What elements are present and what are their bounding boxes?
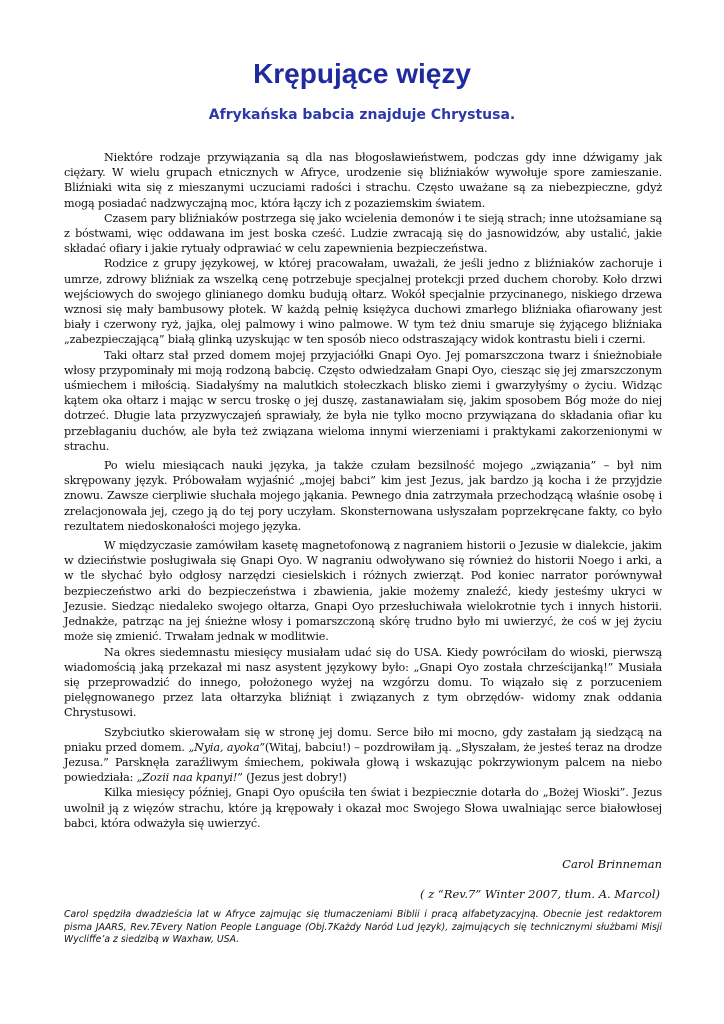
paragraph-7: Na okres siedemnastu miesięcy musiałam udać się do USA. Kiedy powróciłam do wioski, pierwszą wiadomością jaką przekazał mi nasz asystent językowy było: „Gnapi Oyo została chrześcijanką!” Musiała się przeprowadzić do innego, położonego wyżej na wzgórzu domu. To wiązało się z porzuceniem pielęgnowanego przez lata ołtarzyka bliźniąt i związanych z tym obrzędów- widomy znak oddania Chrystusowi.: [64, 645, 662, 720]
article-title: Krępujące więzy: [253, 58, 471, 89]
author-signature: Carol Brinneman: [562, 857, 662, 871]
paragraph-1: Niektóre rodzaje przywiązania są dla nas błogosławieństwem, podczas gdy inne dźwigamy jak ciężary. W wielu grupach etnicznych w Afryce, urodzenie się bliźniaków wywołuje spore zamieszanie. Bliźniaki wita się z mieszanymi uczuciami radości i strachu. Często uważane są za niebezpieczne, gdyż mogą posiadać nadzwyczajną moc, która łączy ich z pozaziemskim światem.: [64, 151, 662, 210]
paragraph-8-middle: (Witaj, babciu!) – pozdrowiłam ją. „Słyszałam, że jesteś teraz na drodze Jezusa.” Parsknęła zaraźliwym śmiechem, pokiwała głową i wskazując pokrzywionym palcem na niebo powiedziała:: [64, 740, 662, 785]
article-body: [64, 150, 662, 831]
article-subtitle: Afrykańska babcia znajduje Chrystusa.: [208, 107, 516, 123]
paragraph-8-intro: Szybciutko skierowałam się w stronę jej domu. Serce biło mi mocno, gdy zastałam ją siedzącą na pniaku przed domem.: [64, 725, 662, 754]
author-note: Carol spędziła dwadzieścia lat w Afryce zajmując się tłumaczeniami Biblii i pracą alfabetyzacyjną. Obecnie jest redaktorem pisma JAARS, Rev.7Every Nation People Language (Obj.7Każdy Naród Lud Język), zajmujących się technicznymi służbami Misji Wycliffe’a z siedzibą w Waxhaw, USA.: [64, 909, 662, 946]
paragraph-4: Taki ołtarz stał przed domem mojej przyjaciółki Gnapi Oyo. Jej pomarszczona twarz i śnieżnobiałe włosy przypominały mi moją rodzoną babcię. Często odwiedzałam Gnapi Oyo, ciesząc się jej zmarszczonym uśmiechem i miłością. Siadałyśmy na malutkich stołeczkach blisko ziemi i gwarzyłyśmy o życiu. Widząc kątem oka ołtarz i mając w sercu troskę o jej duszę, zastanawiałam się, jakim sposobem Bóg może do niej dotrzeć. Długie lata przyzwyczajeń sprawiały, że była nie tylko mocno przywiązana do składania ofiar ku przebłaganiu duchów, ale była też związana wieloma innymi wierzeniami i praktykami zakorzenionymi w strachu.: [64, 348, 662, 453]
paragraph-9: Kilka miesięcy później, Gnapi Oyo opuściła ten świat i bezpiecznie dotarła do „Bożej Wioski”. Jezus uwolnił ją z więzów strachu, które ją krępowały i okazał moc Swojego Słowa uwalniając serce białowłosej babci, która odważyła się uwierzyć.: [64, 786, 662, 830]
paragraph-5: Po wielu miesiącach nauki języka, ja także czułam bezsilność mojego „związania” – był nim skrępowany język. Próbowałam wyjaśnić „mojej babci” kim jest Jezus, jak bardzo ją kocha i że przyjdzie znowu. Zawsze cierpliwie słuchała mojego jąkania. Pewnego dnia zatrzymała przechodzącą właśnie osobę i zrelacjonowała jej, czego ją do tej pory uczyłam. Skonsternowana usłyszałam poprzekręcane fakty, co było rezultatem niedoskonałości mojego języka.: [64, 459, 662, 533]
paragraph-3: Rodzice z grupy językowej, w której pracowałam, uważali, że jeśli jedno z bliźniaków zachoruje i umrze, zdrowy bliźniak za wszelką cenę potrzebuje specjalnej protekcji przed duchem choroby. Koło drzwi wejściowych do swojego glinianego domku budują ołtarz. Wokół specjalnie przycinanego, niskiego drzewa wznosi się mały bambusowy płotek. W każdą pełnię księżyca duchowi zmarłego bliźniaka ofiarowany jest biały i czerwony ryż, jajka, olej palmowy i wino palmowe. W tym też dniu smaruje się żyjącego bliźniaka „zabezpieczającą” białą glinką uzyskując w ten sposób nieco odstraszający widok kontrastu bieli i czerni.: [64, 257, 662, 347]
source-citation: ( z “Rev.7” Winter 2007, tłum. A. Marcol): [420, 887, 660, 901]
greeting-quote: „Nyia, ayoka”: [188, 740, 265, 754]
zozii-quote: „Zozii naa kpanyi!”: [136, 771, 243, 785]
paragraph-8: [64, 725, 662, 786]
paragraph-6: W międzyczasie zamówiłam kasetę magnetofonową z nagraniem historii o Jezusie w dialekcie, jakim w dzieciństwie posługiwała się Gnapi Oyo. W nagraniu odwoływano się również do historii Noego i arki, a w tle słychać było odgłosy narzędzi ciesielskich i różnych zwierząt. Pod koniec narrator porównywał bezpieczeństwo arki do bezpieczeństwa i zbawienia, jakie możemy znaleźć, kiedy jesteśmy ukryci w Jezusie. Siedząc niedaleko swojego ołtarza, Gnapi Oyo przesłuchiwała wielokrotnie tych i innych historii. Jednakże, patrząc na jej śnieżne włosy i pomarszczoną skórę trudno było mi uwierzyć, że coś w jej życiu może się zmienić. Trwałam jednak w modlitwie.: [64, 539, 662, 644]
paragraph-2: Czasem pary bliźniaków postrzega się jako wcielenia demonów i te sieją strach; inne utożsamiane są z bóstwami, więc oddawana im jest boska cześć. Ludzie zwracają się do jasnowidzów, aby ustalić, jakie składać ofiary i jakie rytuały odprawiać w celu zapewnienia bezpieczeństwa.: [64, 211, 662, 256]
paragraph-8-end: (Jezus jest dobry!): [242, 771, 347, 785]
